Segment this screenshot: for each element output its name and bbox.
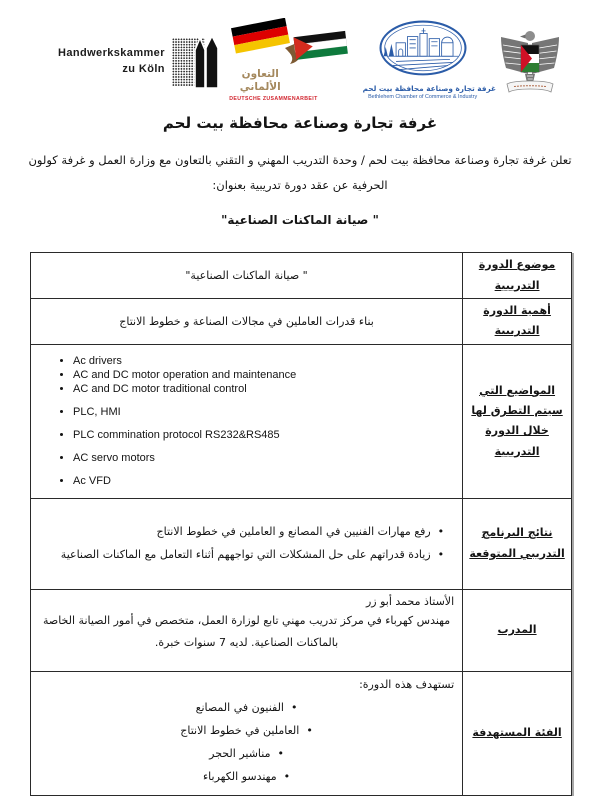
- bullet-item: • AC and DC motor operation and maintenance: [73, 369, 454, 381]
- bullet-item: • Ac drivers: [73, 355, 454, 367]
- table-row-outcomes: [31, 498, 572, 589]
- course-title: " صيانة الماكنات الصناعية": [221, 213, 379, 228]
- table-row-target-group: [31, 671, 572, 795]
- bullet-item: • Ac VFD: [73, 475, 454, 487]
- page-title: غرفة تجارة وصناعة محافظة بيت لحم: [162, 114, 438, 132]
- logos-row: [0, 0, 600, 103]
- bullet-item: • العاملين في خطوط الانتاج: [39, 724, 454, 737]
- topics-bullet-list: [39, 347, 454, 487]
- trainer-name: الأستاذ محمد أبو زر: [365, 594, 455, 608]
- row-label-importance: أهمية الدورة التدريبية: [463, 299, 572, 345]
- table-row-trainer: [31, 589, 572, 671]
- giz-arabic-line1: التعاون: [241, 68, 279, 80]
- row-content-topics: [31, 344, 463, 498]
- handwerkskammer-koeln-logo: [58, 36, 218, 88]
- row-label-outcomes: نتائج البرنامج التدريبي المتوقعة: [463, 498, 572, 589]
- row-content-outcomes: [31, 498, 463, 589]
- bullet-item: • AC servo motors: [73, 452, 454, 464]
- bethlehem-chamber-english-name: Bethlehem Chamber of Commerce & Industry: [368, 94, 478, 100]
- course-details-table: [30, 252, 572, 795]
- bethlehem-city-seal-icon: [369, 20, 477, 78]
- bethlehem-chamber-logo: [362, 20, 496, 100]
- row-label-trainer: المدرب: [463, 589, 572, 671]
- target-groups-bullet-list: [39, 701, 454, 783]
- deutsche-zusammenarbeit-caption: DEUTSCHE ZUSAMMENARBEIT: [229, 96, 318, 103]
- german-cooperation-logo: [229, 18, 351, 102]
- palestine-coat-of-arms-logo: [494, 28, 566, 98]
- handwerkskammer-name-line2: zu Köln: [122, 63, 165, 75]
- bullet-item: • AC and DC motor traditional control: [73, 383, 454, 395]
- german-cooperation-arabic-text: [229, 68, 291, 93]
- bullet-item: • PLC, HMI: [73, 406, 454, 418]
- handwerkskammer-logo-text: [58, 46, 165, 78]
- row-label-subject: موضوع الدورة التدريبية: [463, 253, 572, 299]
- bullet-item: • مهندسو الكهرباء: [39, 770, 454, 783]
- giz-arabic-line2: الألماني: [239, 80, 281, 93]
- row-label-topics: المواضيع التي سيتم التطرق لها خلال الدورة التدريبية: [463, 344, 572, 498]
- outcomes-bullet-list: [39, 523, 454, 565]
- handwerkskammer-name-line1: Handwerkskammer: [58, 47, 165, 60]
- german-palestinian-flag-ribbon-icon: [229, 18, 351, 66]
- row-content-importance: بناء قدرات العاملين في مجالات الصناعة و خطوط الانتاج: [31, 299, 463, 345]
- bethlehem-chamber-arabic-name: غرفة تجارة وصناعة محافظة بيت لحم: [362, 84, 496, 93]
- palestinian-eagle-icon: [494, 28, 566, 94]
- trainer-bio: مهندس كهرباء في مركز تدريب مهني تابع لوزارة العمل، متخصص في أمور الصيانة الخاصة بالماكنات الصناعية. لديه 7 سنوات خبرة.: [42, 613, 451, 649]
- row-content-trainer: [31, 589, 463, 671]
- bullet-item: • زيادة قدراتهم على حل المشكلات التي تواجههم أثناء التعامل مع الماكنات الصناعية: [39, 546, 444, 565]
- target-group-intro: تستهدف هذه الدورة:: [359, 677, 455, 691]
- announcement-paragraph: تعلن غرفة تجارة وصناعة محافظة بيت لحم / وحدة التدريب المهني و التقني بالتعاون مع وزارة العمل و غرفة كولون الحرفية عن عقد دورة تدريبية بعنوان:: [28, 153, 572, 192]
- bullet-item: • رفع مهارات الفنيين في المصانع و العاملين في خطوط الانتاج: [39, 523, 444, 542]
- bullet-item: • مناشير الحجر: [39, 747, 454, 760]
- bullet-item: • PLC commination protocol RS232&RS485: [73, 429, 454, 441]
- cathedral-spires-icon: [190, 36, 218, 88]
- cologne-cathedral-icon: [172, 36, 218, 88]
- bullet-item: • الفنيون في المصانع: [39, 701, 454, 714]
- row-content-target-group: [31, 671, 463, 795]
- row-content-subject: " صيانة الماكنات الصناعية": [31, 253, 463, 299]
- row-label-target-group: الفئة المستهدفة: [463, 671, 572, 795]
- table-row-importance: [31, 299, 572, 345]
- table-row-subject: [31, 253, 572, 299]
- table-row-topics: [31, 344, 572, 498]
